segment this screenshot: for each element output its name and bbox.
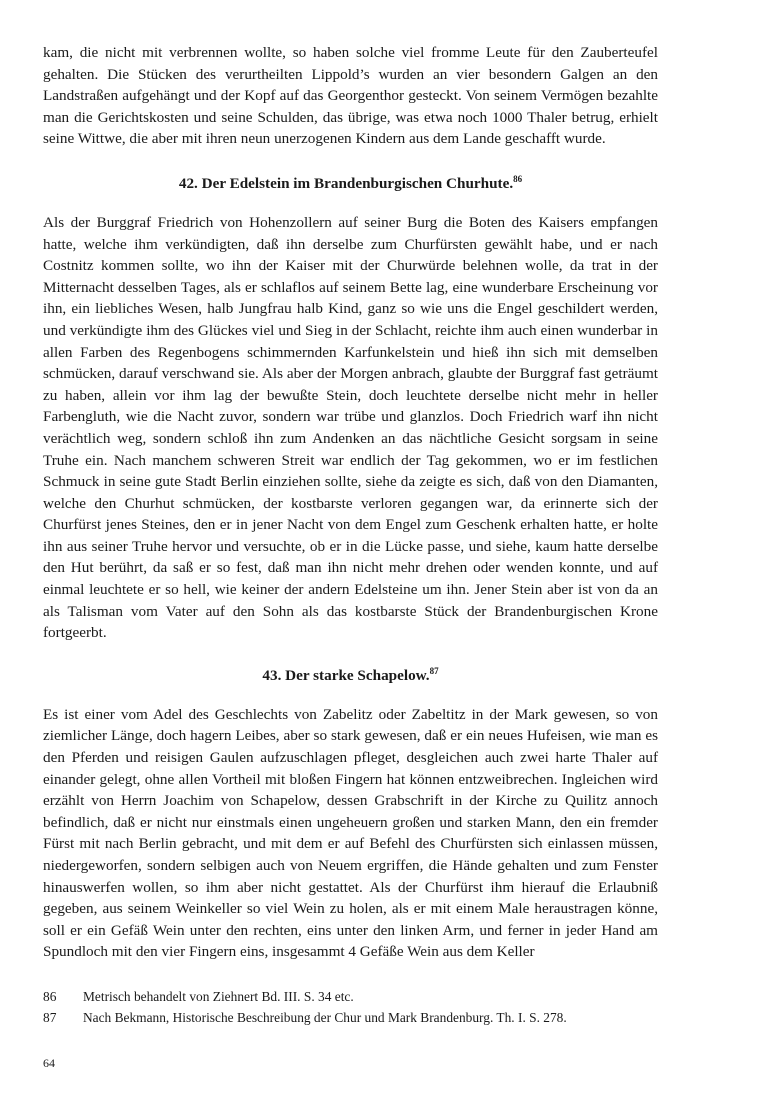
footnote-86 (43, 986, 683, 1007)
footnote-87 (43, 1007, 683, 1028)
page-body (43, 42, 658, 963)
section-42-text: Als der Burggraf Friedrich von Hohenzollern auf seiner Burg die Boten des Kaisers empfangen hatte, welche ihm verkündigten, daß ihn derselbe zum Churfürsten gewählt habe, und er nach Costnitz kommen sollte, wo ihn der Kaiser mit der Churwürde belehnen wolle, da trat in der Mitternacht desselben Tages, als er schlaflos auf seinem Bette lag, eine wunderbare Erscheinung vor ihn, ein liebliches Wesen, halb Jungfrau halb Kind, ganz so wie uns die Engel geschildert werden, und verkündigte ihm des Glückes viel und Sieg in der Schlacht, reichte ihm auch einen wunderbar in allen Farben des Regenbogens schimmernden Karfunkelstein und hieß ihn sich mit demselben schmücken, darauf verschwand sie. Als aber der Morgen anbrach, glaubte der Burggraf fast geträumt zu haben, allein vor ihm lag der bewußte Stein, doch leuchtete derselbe nicht mehr in heller Farbengluth, wie die Nacht zuvor, sondern war trübe und glanzlos. Doch Friedrich warf ihn nicht verächtlich weg, sondern schloß ihn zum Andenken an das nächtliche Gesicht sorgsam in seine Truhe ein. Nach manchem schweren Streit war endlich der Tag gekommen, wo er im festlichen Schmuck in seine gute Stadt Berlin einziehen sollte, siehe da zeigte es sich, daß von den Diamanten, welche den Churhut schmücken, der kostbarste verloren gegangen war, da erinnerte sich der Churfürst jenes Steines, den er in jener Nacht von dem Engel zum Geschenk erhalten hatte, er holte ihn aus seiner Truhe hervor und versuchte, ob er in die Lücke passe, und siehe, kaum hatte derselbe den Hut berührt, da saß er so fest, daß man ihn nicht mehr drehen oder wenden konnte, und auf einmal leuchtete er so hell, wie keiner der andern Edelsteine um ihn. Jener Stein aber ist von da an als Talisman vom Vater auf den Sohn als das kostbarste Stück der Brandenburgischen Krone fortgeerbt. (43, 213, 658, 642)
footnote-ref-86[interactable]: 86 (513, 173, 523, 184)
footnote-number: 87 (43, 1010, 57, 1025)
section-title: 43. Der starke Schapelow. (262, 666, 430, 684)
section-title: 42. Der Edelstein im Brandenburgischen Churhute. (178, 174, 514, 192)
page-number: 64 (43, 1056, 55, 1070)
footnote-number: 86 (43, 989, 57, 1004)
section-heading-43 (43, 666, 658, 686)
footnotes (43, 986, 683, 1028)
footnote-ref-87[interactable]: 87 (429, 665, 439, 676)
section-heading-42 (43, 174, 658, 194)
footnote-text: Nach Bekmann, Historische Beschreibung der Chur und Mark Brandenburg. Th. I. S. 278. (83, 1010, 567, 1025)
footnote-text: Metrisch behandelt von Ziehnert Bd. III. S. 34 etc. (83, 989, 354, 1004)
intro-paragraph: kam, die nicht mit verbrennen wollte, so haben solche viel fromme Leute für den Zauberteufel gehalten. Die Stücken des verurtheilten Lippold’s wurden an vier besondern Galgen an den Landstraßen aufgehängt und der Kopf auf das Georgenthor gesteckt. Von seinem Vermögen bezahlte man die Gerichtskosten und seine Schulden, das übrige, was etwa noch 1000 Thaler betrug, erhielt seine Wittwe, die aber mit ihren neun unerzogenen Kindern aus dem Lande geschafft wurde. (43, 44, 658, 148)
section-43-text: Es ist einer vom Adel des Geschlechts von Zabelitz oder Zabeltitz in der Mark gewesen, so von ziemlicher Länge, doch hagern Leibes, aber so stark gewesen, daß er ein neues Hufeisen, wie man es den Pferden und reisigen Gaulen aufzuschlagen pfleget, desgleichen auch zwei harte Thaler auf einander gelegt, ohne allen Vortheil mit bloßen Fingern hat können entzweibrechen. Ingleichen wird erzählt von Herrn Joachim von Schapelow, dessen Grabschrift in der Kirche zu Quilitz annoch befindlich, daß er nicht nur einstmals einen ungeheuern großen und starken Mann, den ein fremder Fürst mit nach Berlin gebracht, und mit dem er auf Befehl des Churfürsten sich einlassen müssen, niedergeworfen, sondern selbigen auch von Neuem ergriffen, die Hände gehalten und zum Fenster hinauswerfen wollen, so ihm aber nicht gestattet. Als der Churfürst ihm hierauf die Erlaubniß gegeben, aus seinem Weinkeller so viel Wein zu holen, als er mit einem Male heraustragen könne, soll er ein Gefäß Wein unter den rechten, eins unter den linken Arm, und ferner in jeder Hand am Spundloch mit den vier Fingern eins, insgesammt 4 Gefäße Wein aus dem Keller (43, 705, 658, 961)
